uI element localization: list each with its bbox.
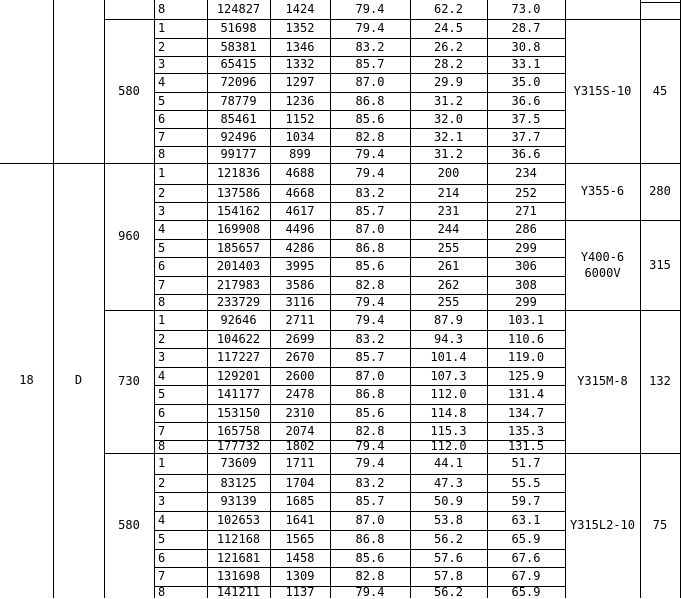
block-960-cell: 87.0	[355, 222, 385, 236]
table-cell: 79.4	[355, 2, 385, 16]
block-580-lower-cell: 50.9	[434, 494, 463, 508]
motor-kw-45: 45	[652, 83, 668, 98]
block-580-upper-cell: 1346	[285, 39, 315, 54]
block-730-cell: 79.4	[355, 439, 385, 453]
block-580-lower-cell: 131698	[216, 569, 261, 583]
motor-model-y315s-10: Y315S-10	[573, 83, 632, 98]
block-580-lower-cell: 57.6	[434, 550, 463, 565]
block-580-lower-cell: 1	[158, 456, 166, 470]
block-580-upper-cell: 8	[158, 147, 166, 161]
block-960-cell: 299	[515, 240, 537, 255]
block-730-cell: 2310	[285, 405, 315, 420]
fan-number: 18	[19, 373, 34, 387]
block-580-lower-cell: 1711	[285, 456, 315, 470]
block-960-cell: 261	[437, 259, 460, 273]
block-580-upper-cell: 4	[158, 75, 166, 89]
block-960-cell: 217983	[216, 277, 261, 292]
block-730-cell: 103.1	[507, 312, 545, 327]
block-960-cell: 4688	[285, 166, 315, 180]
block-730-cell: 2074	[285, 423, 315, 438]
block-960-cell: 255	[437, 294, 460, 309]
block-730-cell: 107.3	[430, 368, 467, 383]
block-730-cell: 2478	[285, 387, 315, 401]
block-960-cell: 3	[158, 203, 166, 218]
block-580-lower-cell: 7	[158, 569, 166, 583]
block-960-cell: 8	[158, 294, 166, 309]
block-580-lower-cell: 121681	[216, 550, 261, 565]
block-580-lower-cell: 5	[158, 532, 166, 546]
block-580-upper-cell: 79.4	[355, 21, 385, 35]
block-960-cell: 82.8	[355, 277, 385, 292]
block-580-lower-cell: 56.2	[434, 532, 463, 546]
block-580-lower-cell: 57.8	[434, 569, 463, 583]
block-960-cell: 262	[437, 277, 460, 292]
block-580-lower-cell: 87.0	[355, 513, 385, 527]
table-cell: 124827	[216, 2, 261, 16]
block-730-cell: 135.3	[507, 423, 545, 438]
block-580-upper-cell: 83.2	[355, 39, 385, 54]
block-580-lower-cell: 93139	[220, 494, 257, 508]
block-580-lower-cell: 85.7	[355, 494, 385, 508]
block-580-upper-cell: 31.2	[434, 93, 463, 108]
block-580-lower-cell: 1137	[285, 584, 315, 599]
block-730-cell: 6	[158, 405, 166, 420]
block-960-cell: 244	[437, 222, 460, 236]
block-580-lower-cell: 112168	[216, 532, 261, 546]
block-960-cell: 231	[437, 203, 460, 218]
block-730-cell: 129201	[216, 368, 261, 383]
block-960-cell: 1	[158, 166, 166, 180]
block-580-upper-cell: 1332	[285, 57, 315, 71]
block-580-upper-cell: 5	[158, 93, 166, 108]
block-730-cell: 82.8	[355, 423, 385, 438]
block-580-lower-cell: 85.6	[355, 550, 385, 565]
block-580-lower-cell: 83125	[220, 475, 257, 490]
block-580-upper-cell: 1236	[285, 93, 315, 108]
block-960-cell: 308	[515, 277, 537, 292]
motor-kw-315: 315	[649, 257, 671, 272]
block-580-upper-cell: 1352	[285, 21, 315, 35]
block-960-cell: 169908	[216, 222, 261, 236]
motor-model-y355-6: Y355-6	[580, 184, 625, 198]
block-960-cell: 121836	[216, 166, 261, 180]
table-cell: 62.2	[434, 2, 463, 16]
block-960-cell: 6	[158, 259, 166, 273]
block-730-cell: 112.0	[430, 439, 467, 453]
block-960-cell: 255	[437, 240, 460, 255]
block-580-lower-cell: 1565	[285, 532, 315, 546]
block-580-lower-cell: 73609	[220, 456, 257, 470]
block-580-lower-cell: 79.4	[355, 456, 385, 470]
block-580-upper-cell: 36.6	[511, 147, 541, 161]
block-960-cell: 86.8	[355, 240, 385, 255]
block-730-cell: 83.2	[355, 331, 385, 346]
block-580-upper-cell: 6	[158, 111, 166, 126]
motor-model-y315m-8: Y315M-8	[577, 374, 628, 388]
block-730-cell: 3	[158, 350, 166, 364]
block-580-lower-cell: 51.7	[511, 456, 541, 470]
block-580-lower-cell: 82.8	[355, 569, 385, 583]
block-960-cell: 85.7	[355, 203, 385, 218]
block-580-upper-cell: 78779	[220, 93, 257, 108]
block-580-upper-cell: 85.7	[355, 57, 385, 71]
block-960-cell: 201403	[216, 259, 261, 273]
block-580-lower-cell: 1458	[285, 550, 315, 565]
block-730-cell: 141177	[216, 387, 261, 401]
block-580-upper-cell: 29.9	[434, 75, 463, 89]
block-730-cell: 79.4	[355, 312, 385, 327]
block-580-lower-cell: 1309	[285, 569, 315, 583]
block-730-cell: 117227	[216, 350, 261, 364]
block-580-upper-cell: 85.6	[355, 111, 385, 126]
block-580-upper-cell: 1297	[285, 75, 315, 89]
block-580-upper-cell: 86.8	[355, 93, 385, 108]
block-730-cell: 2600	[285, 368, 315, 383]
motor-model-y400-6	[565, 220, 640, 310]
block-730-cell: 131.5	[507, 439, 545, 453]
block-730-cell: 153150	[216, 405, 261, 420]
block-960-cell: 79.4	[355, 294, 385, 309]
block-580-lower-cell: 55.5	[511, 475, 541, 490]
table-cell: 73.0	[511, 2, 541, 16]
block-580-upper-cell: 33.1	[511, 57, 541, 71]
block-580-upper-cell: 1	[158, 21, 166, 35]
speed-960: 960	[118, 229, 140, 243]
block-730-cell: 115.3	[430, 423, 467, 438]
table-cell: 1424	[285, 2, 315, 16]
speed-730: 730	[118, 374, 140, 388]
block-580-lower-cell: 1685	[285, 494, 315, 508]
block-960-cell: 271	[515, 203, 537, 218]
block-580-lower-cell: 8	[158, 584, 166, 599]
block-580-upper-cell: 1034	[285, 129, 315, 144]
block-580-upper-cell: 7	[158, 129, 166, 144]
motor-model-line: Y400-6	[580, 249, 625, 264]
block-580-lower-cell: 3	[158, 494, 166, 508]
drive-type: D	[74, 373, 83, 387]
block-730-cell: 2699	[285, 331, 315, 346]
block-960-cell: 299	[515, 294, 537, 309]
block-960-cell: 286	[515, 222, 537, 236]
block-730-cell: 177732	[216, 439, 261, 453]
block-730-cell: 2	[158, 331, 166, 346]
block-960-cell: 4	[158, 222, 166, 236]
block-960-cell: 137586	[216, 185, 261, 200]
block-730-cell: 85.6	[355, 405, 385, 420]
block-580-lower-cell: 86.8	[355, 532, 385, 546]
block-730-cell: 134.7	[507, 405, 545, 420]
block-960-cell: 79.4	[355, 166, 385, 180]
block-960-cell: 4668	[285, 185, 315, 200]
block-730-cell: 104622	[216, 331, 261, 346]
block-580-upper-cell: 28.7	[511, 21, 541, 35]
speed-580-upper: 580	[118, 83, 140, 98]
block-580-upper-cell: 36.6	[511, 93, 541, 108]
block-580-lower-cell: 6	[158, 550, 166, 565]
block-730-cell: 5	[158, 387, 166, 401]
block-580-lower-cell: 67.9	[511, 569, 541, 583]
block-730-cell: 7	[158, 423, 166, 438]
block-580-upper-cell: 99177	[220, 147, 257, 161]
block-580-upper-cell: 31.2	[434, 147, 463, 161]
speed-580-lower: 580	[118, 518, 140, 532]
block-580-upper-cell: 899	[289, 147, 311, 161]
block-580-upper-cell: 32.0	[434, 111, 463, 126]
block-580-upper-cell: 82.8	[355, 129, 385, 144]
block-730-cell: 112.0	[430, 387, 467, 401]
block-730-cell: 101.4	[430, 350, 467, 364]
block-580-lower-cell: 59.7	[511, 494, 541, 508]
block-960-cell: 185657	[216, 240, 261, 255]
block-960-cell: 7	[158, 277, 166, 292]
block-580-upper-cell: 92496	[220, 129, 257, 144]
block-580-lower-cell: 1641	[285, 513, 315, 527]
block-580-lower-cell: 65.9	[511, 532, 541, 546]
block-730-cell: 94.3	[434, 331, 463, 346]
block-730-cell: 4	[158, 368, 166, 383]
block-730-cell: 114.8	[430, 405, 467, 420]
block-960-cell: 154162	[216, 203, 261, 218]
block-960-cell: 3116	[285, 294, 315, 309]
block-960-cell: 83.2	[355, 185, 385, 200]
block-580-upper-cell: 72096	[220, 75, 257, 89]
block-730-cell: 8	[158, 439, 166, 453]
block-580-lower-cell: 4	[158, 513, 166, 527]
block-730-cell: 110.6	[507, 331, 545, 346]
block-580-lower-cell: 65.9	[511, 584, 541, 599]
block-960-cell: 4617	[285, 203, 315, 218]
block-730-cell: 125.9	[507, 368, 545, 383]
block-960-cell: 4496	[285, 222, 315, 236]
block-580-lower-cell: 53.8	[434, 513, 463, 527]
block-960-cell: 85.6	[355, 259, 385, 273]
block-730-cell: 2670	[285, 350, 315, 364]
motor-kw-132: 132	[649, 374, 671, 388]
block-960-cell: 4286	[285, 240, 315, 255]
block-580-upper-cell: 24.5	[434, 21, 463, 35]
block-730-cell: 1802	[285, 439, 315, 453]
block-580-lower-cell: 1704	[285, 475, 315, 490]
table-cell: 8	[158, 2, 166, 16]
block-580-lower-cell: 47.3	[434, 475, 463, 490]
block-580-lower-cell: 79.4	[355, 584, 385, 599]
block-960-cell: 200	[437, 166, 460, 180]
block-580-lower-cell: 2	[158, 475, 166, 490]
block-730-cell: 131.4	[507, 387, 545, 401]
block-580-lower-cell: 56.2	[434, 584, 463, 599]
block-730-cell: 86.8	[355, 387, 385, 401]
block-580-upper-cell: 28.2	[434, 57, 463, 71]
block-960-cell: 214	[437, 185, 460, 200]
block-580-upper-cell: 2	[158, 39, 166, 54]
block-580-upper-cell: 65415	[220, 57, 257, 71]
block-960-cell: 5	[158, 240, 166, 255]
block-730-cell: 1	[158, 312, 166, 327]
motor-kw-75: 75	[652, 518, 668, 532]
block-960-cell: 234	[515, 166, 537, 180]
motor-model-y315l2-10: Y315L2-10	[569, 518, 636, 532]
block-960-cell: 3995	[285, 259, 315, 273]
block-580-upper-cell: 85461	[220, 111, 257, 126]
motor-voltage-line: 6000V	[584, 265, 621, 280]
block-580-upper-cell: 1152	[285, 111, 315, 126]
block-580-upper-cell: 26.2	[434, 39, 463, 54]
block-730-cell: 87.0	[355, 368, 385, 383]
motor-kw-280: 280	[649, 184, 671, 198]
block-580-lower-cell: 63.1	[511, 513, 541, 527]
block-580-upper-cell: 32.1	[434, 129, 463, 144]
block-580-upper-cell: 35.0	[511, 75, 541, 89]
block-580-upper-cell: 37.7	[511, 129, 541, 144]
block-580-upper-cell: 51698	[220, 21, 257, 35]
block-580-lower-cell: 141211	[216, 584, 261, 599]
block-960-cell: 233729	[216, 294, 261, 309]
block-960-cell: 2	[158, 185, 166, 200]
block-730-cell: 85.7	[355, 350, 385, 364]
block-730-cell: 87.9	[434, 312, 463, 327]
block-960-cell: 306	[515, 259, 537, 273]
block-730-cell: 119.0	[507, 350, 545, 364]
block-580-upper-cell: 58381	[220, 39, 257, 54]
block-580-upper-cell: 30.8	[511, 39, 541, 54]
block-730-cell: 92646	[220, 312, 257, 327]
block-960-cell: 3586	[285, 277, 315, 292]
block-960-cell: 252	[515, 185, 537, 200]
block-580-lower-cell: 83.2	[355, 475, 385, 490]
block-580-upper-cell: 37.5	[511, 111, 541, 126]
block-580-upper-cell: 79.4	[355, 147, 385, 161]
block-580-lower-cell: 67.6	[511, 550, 541, 565]
block-730-cell: 165758	[216, 423, 261, 438]
block-580-upper-cell: 3	[158, 57, 166, 71]
block-580-lower-cell: 44.1	[434, 456, 463, 470]
block-580-upper-cell: 87.0	[355, 75, 385, 89]
block-580-lower-cell: 102653	[216, 513, 261, 527]
block-730-cell: 2711	[285, 312, 315, 327]
